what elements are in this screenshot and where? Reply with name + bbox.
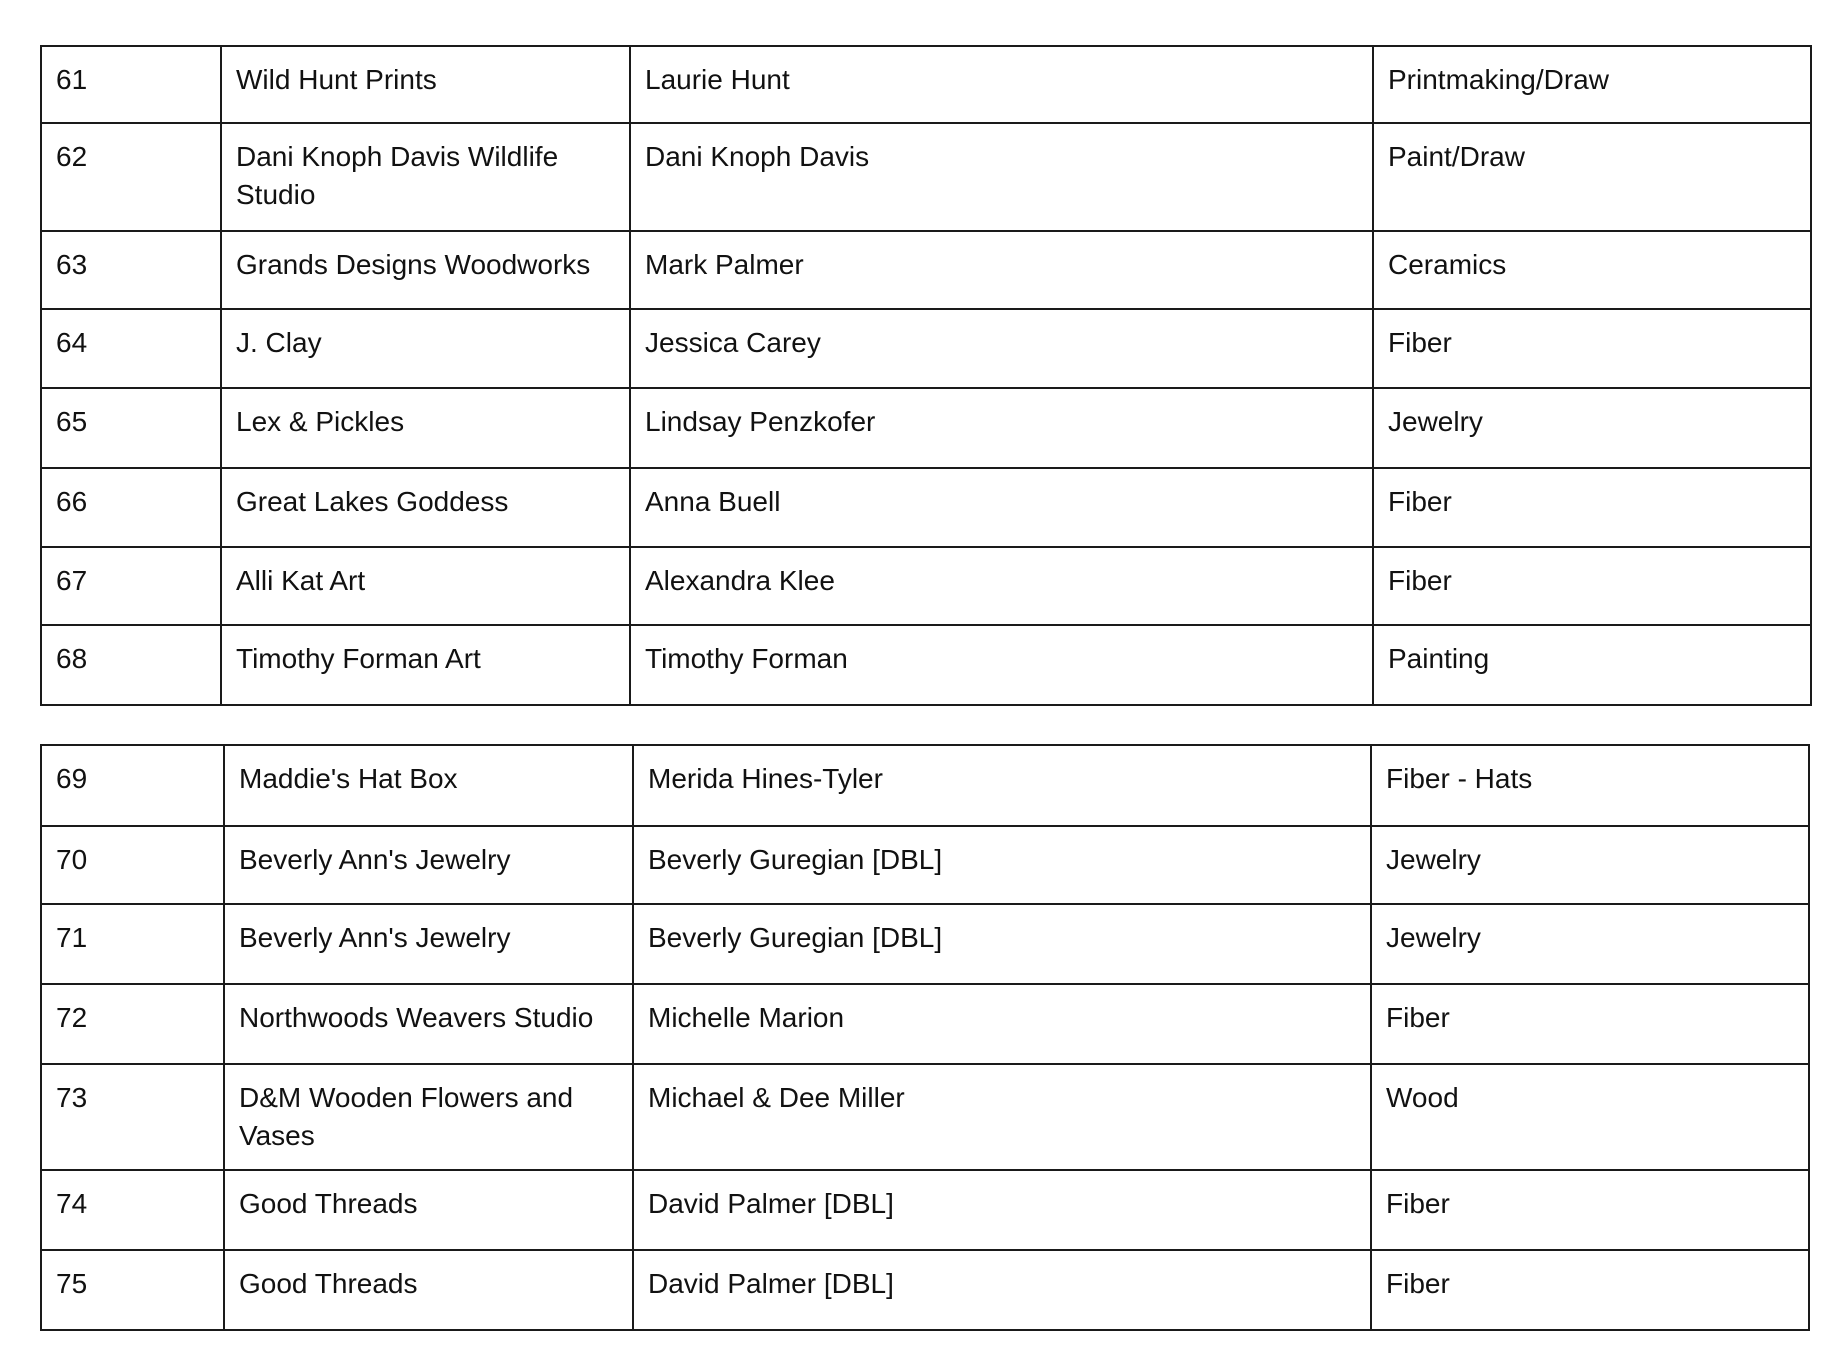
table-row: [41, 904, 1809, 984]
medium-cell: Painting: [1373, 625, 1811, 705]
table-row: [41, 984, 1809, 1064]
business-name-cell: Good Threads: [224, 1250, 633, 1330]
table-row: [41, 547, 1811, 625]
business-name-cell: Northwoods Weavers Studio: [224, 984, 633, 1064]
booth-number-cell: 72: [41, 984, 224, 1064]
booth-number-cell: 69: [41, 745, 224, 826]
table-row: [41, 1250, 1809, 1330]
table-row: [41, 309, 1811, 388]
booth-number-cell: 63: [41, 231, 221, 309]
artist-name-cell: Jessica Carey: [630, 309, 1373, 388]
booth-number-cell: 75: [41, 1250, 224, 1330]
table-row: [41, 468, 1811, 547]
business-name-cell: Maddie's Hat Box: [224, 745, 633, 826]
business-name-cell: D&M Wooden Flowers and Vases: [224, 1064, 633, 1170]
booth-number-cell: 66: [41, 468, 221, 547]
artist-name-cell: Mark Palmer: [630, 231, 1373, 309]
business-name-cell: Grands Designs Woodworks: [221, 231, 630, 309]
booth-number-cell: 62: [41, 123, 221, 231]
booth-number-cell: 64: [41, 309, 221, 388]
table-row: [41, 1170, 1809, 1250]
booth-number-cell: 68: [41, 625, 221, 705]
business-name-cell: Timothy Forman Art: [221, 625, 630, 705]
vendor-table-2: [40, 744, 1810, 1331]
medium-cell: Ceramics: [1373, 231, 1811, 309]
artist-name-cell: Michael & Dee Miller: [633, 1064, 1371, 1170]
medium-cell: Fiber: [1373, 468, 1811, 547]
medium-cell: Fiber: [1371, 984, 1809, 1064]
business-name-cell: Good Threads: [224, 1170, 633, 1250]
table-row: [41, 46, 1811, 123]
artist-name-cell: Beverly Guregian [DBL]: [633, 904, 1371, 984]
medium-cell: Jewelry: [1371, 904, 1809, 984]
booth-number-cell: 61: [41, 46, 221, 123]
artist-name-cell: Beverly Guregian [DBL]: [633, 826, 1371, 904]
artist-name-cell: Michelle Marion: [633, 984, 1371, 1064]
vendor-table-1: [40, 45, 1812, 706]
medium-cell: Jewelry: [1371, 826, 1809, 904]
medium-cell: Jewelry: [1373, 388, 1811, 468]
medium-cell: Printmaking/Draw: [1373, 46, 1811, 123]
medium-cell: Fiber: [1371, 1170, 1809, 1250]
table-row: [41, 231, 1811, 309]
booth-number-cell: 74: [41, 1170, 224, 1250]
booth-number-cell: 65: [41, 388, 221, 468]
business-name-cell: Lex & Pickles: [221, 388, 630, 468]
table-row: [41, 1064, 1809, 1170]
business-name-cell: Beverly Ann's Jewelry: [224, 904, 633, 984]
artist-name-cell: Merida Hines-Tyler: [633, 745, 1371, 826]
booth-number-cell: 71: [41, 904, 224, 984]
medium-cell: Fiber - Hats: [1371, 745, 1809, 826]
booth-number-cell: 73: [41, 1064, 224, 1170]
table-row: [41, 745, 1809, 826]
booth-number-cell: 70: [41, 826, 224, 904]
table-row: [41, 123, 1811, 231]
artist-name-cell: Timothy Forman: [630, 625, 1373, 705]
artist-name-cell: Anna Buell: [630, 468, 1373, 547]
business-name-cell: Wild Hunt Prints: [221, 46, 630, 123]
artist-name-cell: David Palmer [DBL]: [633, 1250, 1371, 1330]
medium-cell: Fiber: [1371, 1250, 1809, 1330]
business-name-cell: Great Lakes Goddess: [221, 468, 630, 547]
artist-name-cell: Lindsay Penzkofer: [630, 388, 1373, 468]
artist-name-cell: Dani Knoph Davis: [630, 123, 1373, 231]
business-name-cell: Dani Knoph Davis Wildlife Studio: [221, 123, 630, 231]
medium-cell: Fiber: [1373, 547, 1811, 625]
business-name-cell: J. Clay: [221, 309, 630, 388]
medium-cell: Paint/Draw: [1373, 123, 1811, 231]
booth-number-cell: 67: [41, 547, 221, 625]
business-name-cell: Beverly Ann's Jewelry: [224, 826, 633, 904]
table-row: [41, 625, 1811, 705]
artist-name-cell: Alexandra Klee: [630, 547, 1373, 625]
table-row: [41, 826, 1809, 904]
artist-name-cell: David Palmer [DBL]: [633, 1170, 1371, 1250]
table-row: [41, 388, 1811, 468]
medium-cell: Wood: [1371, 1064, 1809, 1170]
business-name-cell: Alli Kat Art: [221, 547, 630, 625]
medium-cell: Fiber: [1373, 309, 1811, 388]
artist-name-cell: Laurie Hunt: [630, 46, 1373, 123]
